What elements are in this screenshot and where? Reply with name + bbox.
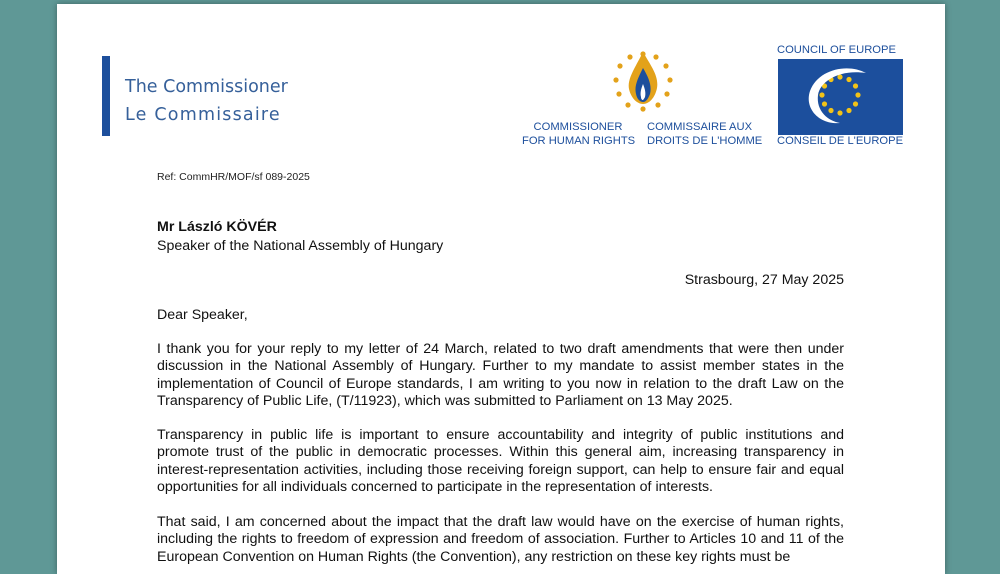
coe-name-en: COUNCIL OF EUROPE bbox=[777, 44, 896, 56]
commissioner-title-fr: Le Commissaire bbox=[125, 105, 281, 125]
addressee-name: Mr László KÖVÉR bbox=[157, 219, 277, 235]
place-and-date: Strasbourg, 27 May 2025 bbox=[684, 272, 844, 288]
letterhead-accent-bar bbox=[102, 56, 110, 136]
salutation: Dear Speaker, bbox=[157, 307, 248, 323]
coe-star-circle-icon bbox=[778, 59, 903, 135]
body-paragraph: Transparency in public life is important to ensure accountability and integrity of public institutions and promote trust of the public in democratic processes. Within this general aim, increasing transparency in interest-representation activities, including those receiving foreign support, can help to ensure fair and equal opportunities for all individuals concerned to participate in the representation of interests. bbox=[157, 427, 844, 496]
commissioner-flame-logo bbox=[603, 44, 683, 124]
coe-name-fr: CONSEIL DE L'EUROPE bbox=[777, 135, 904, 147]
letter-page bbox=[57, 4, 945, 574]
chr-name-en: COMMISSIONER FOR HUMAN RIGHTS bbox=[522, 121, 636, 147]
addressee-title: Speaker of the National Assembly of Hungary bbox=[157, 238, 444, 254]
chr-name-fr: COMMISSAIRE AUX DROITS DE L'HOMME bbox=[647, 121, 763, 147]
body-paragraph: I thank you for your reply to my letter of 24 March, related to two draft amendments that were then under discussion in the National Assembly of Hungary. Further to my mandate to assist member states in the implementation of Council of Europe standards, I am writing to you now in relation to the draft Law on the Transparency of Public Life, (T/11923), which was submitted to Parliament on 13 May 2025. bbox=[157, 341, 844, 410]
reference-number: Ref: CommHR/MOF/sf 089-2025 bbox=[157, 171, 310, 183]
coe-flag-logo bbox=[778, 59, 903, 135]
commissioner-title-en: The Commissioner bbox=[125, 77, 288, 97]
body-paragraph: That said, I am concerned about the impact that the draft law would have on the exercise of human rights, including the rights to freedom of expression and freedom of association. Further to Articles 10 and 11 of the European Convention on Human Rights (the Convention), any restriction on these key rights must be bbox=[157, 514, 844, 565]
